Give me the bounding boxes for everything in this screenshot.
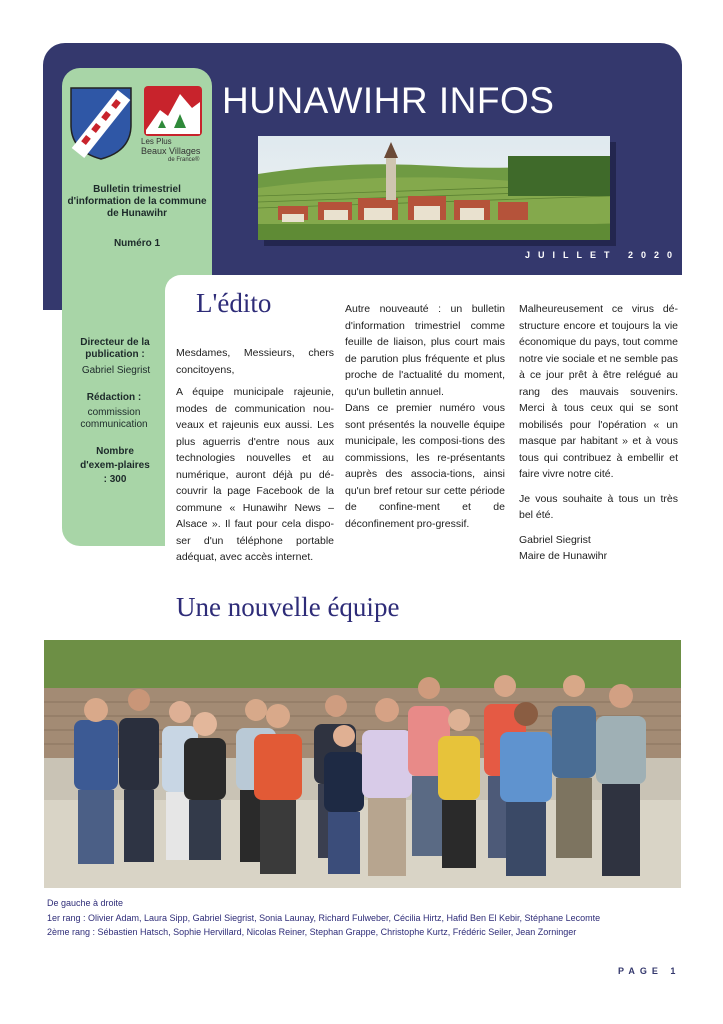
team-heading: Une nouvelle équipe bbox=[176, 592, 400, 622]
caption-intro: De gauche à droite bbox=[47, 898, 124, 908]
logo-text-line2: Beaux Villages bbox=[141, 146, 201, 156]
logo-text-line1: Les Plus bbox=[141, 137, 172, 146]
edito-title: L'édito bbox=[196, 288, 272, 318]
team-group-photo bbox=[44, 640, 681, 888]
issue-date: JUILLET 2020 bbox=[525, 250, 681, 260]
redaction-label: Rédaction : bbox=[86, 392, 142, 403]
copies-info bbox=[80, 445, 150, 487]
edito-paragraph: A équipe municipale rajeunie, modes de communication nou-veaux et rajeunis eux aussi. Les plus aguerris d'entre nous aux technologies nouvelles et au numérique, auront déjà pu dé-couvrir la page Facebook de la commune « Hunawihr News – Alsace ». Il faut pour cela dispo-ser d'un téléphone portable adéquat, avec accès internet. bbox=[176, 386, 334, 563]
signature-title: Maire de Hunawihr bbox=[519, 550, 608, 562]
issue-number: Numéro 1 bbox=[113, 238, 161, 249]
edito-paragraph: Malheureusement ce virus dé-structure encore et toujours la vie économique du pays, tout comme notre vie sociale et ne semble pas à ce jour prêt à être relégué au rang des mauvais souvenirs. Merci à tous ceux qui se sont mobilisés pour l'opération « un masque par habitant » et à vous tous qui contribuez à embellir et faire vivre notre cité. bbox=[519, 303, 678, 480]
edito-column-1 bbox=[176, 345, 334, 572]
director-name: Gabriel Siegrist bbox=[81, 365, 151, 376]
edito-paragraph: Je vous souhaite à tous un très bel été. bbox=[519, 492, 678, 521]
coat-of-arms-logo bbox=[68, 85, 134, 161]
edito-paragraph: Dans ce premier numéro vous sont présentés la nouvelle équipe municipale, les composi-tions des commissions, les re-présentants auprès des associa-tions, ainsi qu'un bref retour sur cette période de confine-ment et de déconfinement pro-gressif. bbox=[345, 402, 505, 530]
caption-row-2: 2ème rang : Sébastien Hatsch, Sophie Hervillard, Nicolas Reiner, Stephan Grappe, Christophe Kurtz, Frédéric Seiler, Jean Zorninger bbox=[47, 927, 577, 937]
newsletter-title: HUNAWIHR INFOS bbox=[222, 80, 555, 121]
page-number: PAGE 1 bbox=[618, 966, 681, 976]
edito-column-2 bbox=[345, 301, 505, 538]
copies-value: 300 bbox=[109, 474, 127, 485]
edito-column-3 bbox=[519, 301, 678, 565]
bulletin-description: Bulletin trimestriel d'information de la commune de Hunawihr bbox=[67, 184, 207, 219]
village-photo bbox=[258, 136, 610, 240]
edito-paragraph: Autre nouveauté : un bulletin d'information trimestriel comme feuille de liaison, plus court mais de parution plus fréquente et plus proche de l'actualité du moment, qu'un bulletin annuel. bbox=[345, 303, 505, 398]
signature-name: Gabriel Siegrist bbox=[519, 533, 591, 546]
director-label: Directeur de la publication : bbox=[80, 337, 150, 360]
logo-text-line3: de France® bbox=[168, 157, 200, 163]
redaction-value: commission communication bbox=[80, 407, 148, 430]
caption-row-1: 1er rang : Olivier Adam, Laura Sipp, Gabriel Siegrist, Sonia Launay, Richard Fulweber, Cécilia Hirtz, Hafid Ben El Kebir, Stéphane Lecomte bbox=[47, 913, 601, 923]
edito-paragraph: Mesdames, Messieurs, chers concitoyens, bbox=[176, 347, 334, 376]
copies-label: Nombre d'exem-plaires : bbox=[80, 446, 150, 485]
